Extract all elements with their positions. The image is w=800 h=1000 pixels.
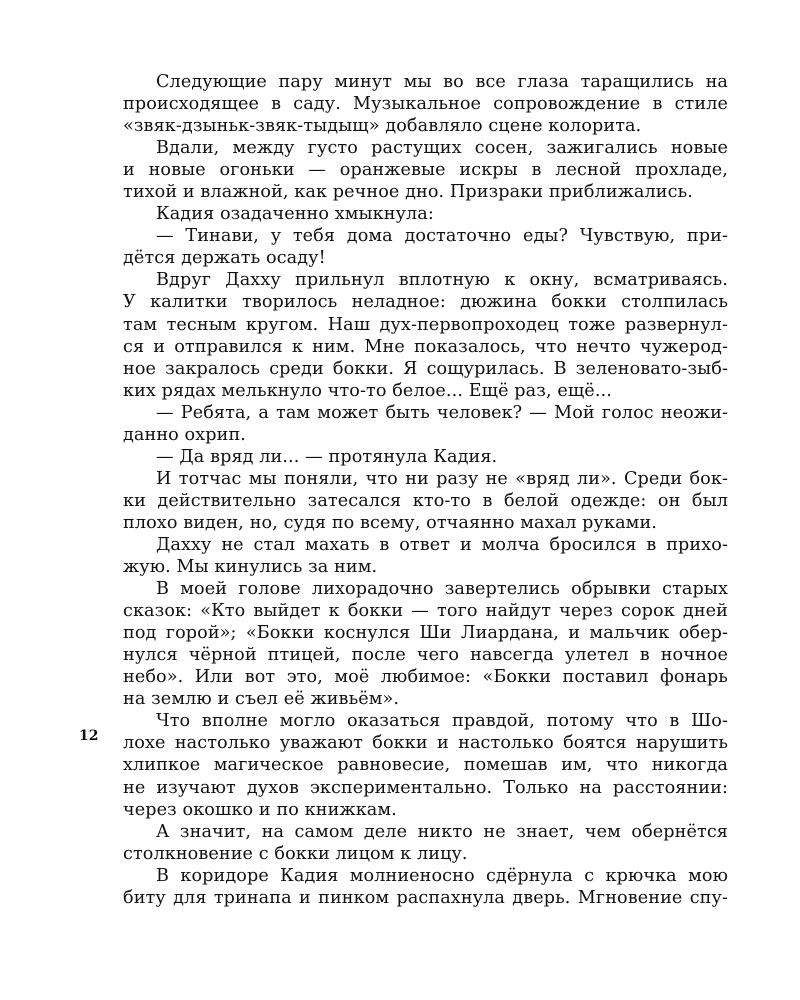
text-line: не изучают духов экспериментально. Только на расстоянии: bbox=[123, 777, 728, 798]
text-line: У калитки творилось неладное: дюжина бокки столпилась bbox=[123, 292, 728, 313]
text-line: на землю и съел её живьём». bbox=[123, 689, 400, 710]
text-line: ся и отправился к ним. Мне показалось, что нечто чужерод- bbox=[123, 336, 728, 357]
text-line: «звяк-дзыньк-звяк-тыдыщ» добавляло сцене колорита. bbox=[123, 116, 642, 137]
body-text bbox=[123, 71, 728, 909]
text-line: Кадия озадаченно хмыкнула: bbox=[156, 204, 434, 225]
text-line: хлипкое магическое равновесие, помешав им, что никогда bbox=[123, 755, 728, 776]
text-line: жую. Мы кинулись за ним. bbox=[123, 557, 378, 578]
text-line: Вдруг Дахху прильнул вплотную к окну, всматриваясь. bbox=[156, 270, 728, 291]
text-line: лохе настолько уважают бокки и настолько боятся нарушить bbox=[123, 733, 728, 754]
page-number: 12 bbox=[79, 728, 99, 744]
text-line: ное закралось среди бокки. Я сощурилась. В зеленовато-зыб- bbox=[123, 358, 728, 379]
text-line: ки действительно затесался кто-то в белой одежде: он был bbox=[123, 490, 728, 511]
text-line: плохо виден, но, судя по всему, отчаянно махал руками. bbox=[123, 512, 657, 533]
text-line: сказок: «Кто выйдет к бокки — того найдут через сорок дней bbox=[123, 601, 728, 622]
text-line: нулся чёрной птицей, после чего навсегда улетел в ночное bbox=[123, 645, 728, 666]
text-line: — Тинави, у тебя дома достаточно еды? Чувствую, при- bbox=[156, 226, 728, 247]
text-line: ких рядах мелькнуло что-то белое... Ещё раз, ещё... bbox=[123, 380, 612, 401]
text-line: дётся держать осаду! bbox=[123, 248, 326, 269]
text-line: биту для тринапа и пинком распахнула дверь. Мгновение спу- bbox=[123, 887, 728, 908]
text-line: Дахху не стал махать в ответ и молча бросился в прихо- bbox=[156, 534, 728, 555]
text-line: И тотчас мы поняли, что ни разу не «вряд ли». Среди бок- bbox=[156, 468, 728, 489]
text-line: через окошко и по книжкам. bbox=[123, 799, 397, 820]
text-line: В моей голове лихорадочно завертелись обрывки старых bbox=[156, 579, 728, 600]
text-line: А значит, на самом деле никто не знает, чем обернётся bbox=[156, 821, 728, 842]
text-line: там тесным кругом. Наш дух-первопроходец тоже развернул- bbox=[123, 314, 728, 335]
text-line: столкновение с бокки лицом к лицу. bbox=[123, 843, 468, 864]
text-line: небо». Или вот это, моё любимое: «Бокки поставил фонарь bbox=[123, 667, 728, 688]
text-line: — Ребята, а там может быть человек? — Мой голос неожи- bbox=[156, 402, 728, 423]
text-line: — Да вряд ли... — протянула Кадия. bbox=[156, 446, 498, 467]
text-line: происходящее в саду. Музыкальное сопровождение в стиле bbox=[123, 94, 728, 115]
text-line: Что вполне могло оказаться правдой, потому что в Шо- bbox=[156, 711, 728, 732]
text-line: тихой и влажной, как речное дно. Призраки приближались. bbox=[123, 182, 693, 203]
text-line: данно охрип. bbox=[123, 424, 246, 445]
text-line: В коридоре Кадия молниеносно сдёрнула с крючка мою bbox=[156, 865, 728, 886]
text-line: Следующие пару минут мы во все глаза таращились на bbox=[156, 72, 728, 92]
text-line: под горой»; «Бокки коснулся Ши Лиардана, и мальчик обер- bbox=[123, 623, 728, 644]
text-line: Вдали, между густо растущих сосен, зажигались новые bbox=[156, 138, 728, 159]
text-line: и новые огоньки — оранжевые искры в лесной прохладе, bbox=[123, 160, 728, 181]
